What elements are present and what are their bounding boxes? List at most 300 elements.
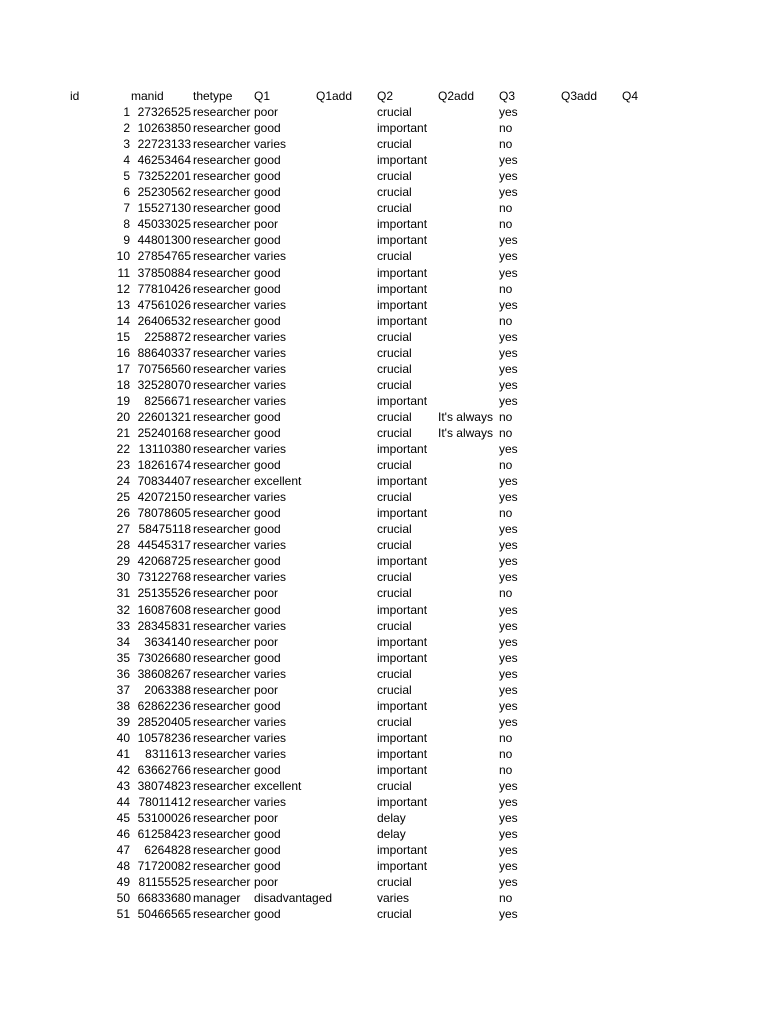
cell-q2: important: [377, 843, 428, 858]
cell-manid: 73122768: [137, 570, 191, 585]
cell-q2: crucial: [377, 586, 412, 601]
cell-manid: 6264828: [144, 843, 191, 858]
cell-thetype: researcher: [193, 666, 251, 681]
cell-q2: crucial: [377, 522, 412, 537]
cell-id: 22: [116, 442, 130, 457]
cell-thetype: researcher: [193, 233, 251, 248]
cell-thetype: researcher: [193, 795, 251, 810]
cell-id: 39: [116, 714, 130, 729]
cell-q1: good: [254, 169, 281, 184]
cell-q1: varies: [254, 746, 287, 761]
cell-q2: crucial: [377, 169, 412, 184]
cell-id: 5: [123, 169, 130, 184]
table-row: [0, 682, 770, 698]
cell-manid: 42068725: [137, 554, 191, 569]
cell-q1: poor: [254, 586, 279, 601]
cell-q2: crucial: [377, 714, 412, 729]
header-q4: Q4: [622, 89, 639, 103]
cell-q1: good: [254, 762, 281, 777]
table-row: [0, 265, 770, 281]
cell-thetype: researcher: [193, 137, 251, 152]
cell-q2: varies: [377, 891, 410, 906]
cell-q3: no: [499, 217, 513, 232]
cell-q1: excellent: [254, 474, 302, 489]
table-row: [0, 425, 770, 441]
cell-q2: crucial: [377, 490, 412, 505]
cell-thetype: researcher: [193, 714, 251, 729]
cell-manid: 70756560: [137, 361, 191, 376]
header-q3: Q3: [499, 89, 516, 103]
cell-q2: important: [377, 554, 428, 569]
cell-manid: 70834407: [137, 474, 191, 489]
cell-q1: varies: [254, 714, 287, 729]
cell-q1: good: [254, 827, 281, 842]
cell-id: 12: [116, 281, 130, 296]
cell-q2: crucial: [377, 618, 412, 633]
cell-q3: no: [499, 137, 513, 152]
cell-manid: 10263850: [137, 121, 191, 136]
cell-q3: yes: [499, 105, 518, 120]
cell-q1: varies: [254, 442, 287, 457]
table-row: [0, 345, 770, 361]
cell-manid: 3634140: [144, 634, 191, 649]
cell-manid: 28345831: [137, 618, 191, 633]
cell-q2: crucial: [377, 682, 412, 697]
table-row: [0, 441, 770, 457]
cell-manid: 2258872: [144, 329, 191, 344]
cell-manid: 8256671: [144, 393, 191, 408]
cell-manid: 27326525: [137, 105, 191, 120]
cell-thetype: manager: [193, 891, 241, 906]
cell-q2: important: [377, 795, 428, 810]
cell-thetype: researcher: [193, 153, 251, 168]
table-row: [0, 104, 770, 120]
cell-q2: important: [377, 393, 428, 408]
cell-id: 25: [116, 490, 130, 505]
cell-thetype: researcher: [193, 313, 251, 328]
table-row: [0, 457, 770, 473]
cell-manid: 16087608: [137, 602, 191, 617]
cell-q3: yes: [499, 682, 518, 697]
cell-q1: good: [254, 698, 281, 713]
cell-q2: important: [377, 506, 428, 521]
cell-thetype: researcher: [193, 682, 251, 697]
cell-thetype: researcher: [193, 474, 251, 489]
cell-manid: 32528070: [137, 377, 191, 392]
cell-q3: yes: [499, 297, 518, 312]
table-row: [0, 505, 770, 521]
cell-thetype: researcher: [193, 907, 251, 922]
cell-q1: varies: [254, 393, 287, 408]
cell-manid: 13110380: [138, 442, 191, 457]
cell-manid: 62862236: [137, 698, 191, 713]
cell-thetype: researcher: [193, 393, 251, 408]
cell-q2: important: [377, 730, 428, 745]
cell-q3: yes: [499, 554, 518, 569]
cell-q1: good: [254, 281, 281, 296]
cell-q1: varies: [254, 345, 287, 360]
table-row: [0, 602, 770, 618]
cell-q2: delay: [377, 827, 406, 842]
cell-id: 11: [117, 265, 130, 280]
cell-q1: varies: [254, 570, 287, 585]
cell-thetype: researcher: [193, 522, 251, 537]
cell-q3: yes: [499, 442, 518, 457]
cell-q1: good: [254, 409, 281, 424]
cell-q3: no: [499, 121, 513, 136]
cell-q1: good: [254, 313, 281, 328]
cell-q1: poor: [254, 634, 279, 649]
cell-id: 51: [116, 907, 130, 922]
cell-q3: no: [499, 409, 513, 424]
header-manid: manid: [131, 89, 164, 103]
cell-id: 24: [116, 474, 130, 489]
table-row: [0, 136, 770, 152]
cell-id: 15: [116, 329, 130, 344]
cell-thetype: researcher: [193, 281, 251, 296]
cell-q2: crucial: [377, 377, 412, 392]
cell-q1: good: [254, 265, 281, 280]
cell-id: 41: [116, 746, 130, 761]
cell-manid: 18261674: [137, 458, 191, 473]
cell-thetype: researcher: [193, 185, 251, 200]
table-row: [0, 810, 770, 826]
cell-thetype: researcher: [193, 859, 251, 874]
cell-q2: important: [377, 313, 428, 328]
cell-thetype: researcher: [193, 377, 251, 392]
cell-id: 43: [116, 779, 130, 794]
cell-q2: important: [377, 698, 428, 713]
cell-thetype: researcher: [193, 121, 251, 136]
table-row: [0, 409, 770, 425]
table-row: [0, 168, 770, 184]
cell-manid: 22723133: [137, 137, 191, 152]
table-row: [0, 281, 770, 297]
cell-q1: good: [254, 650, 281, 665]
cell-thetype: researcher: [193, 201, 251, 216]
cell-thetype: researcher: [193, 618, 251, 633]
cell-q3: yes: [499, 233, 518, 248]
cell-q1: good: [254, 859, 281, 874]
cell-id: 30: [116, 570, 130, 585]
cell-thetype: researcher: [193, 105, 251, 120]
table-row: [0, 698, 770, 714]
header-q2add: Q2add: [438, 89, 475, 103]
table-row: [0, 890, 770, 906]
cell-q1: poor: [254, 875, 279, 890]
cell-q2: important: [377, 650, 428, 665]
cell-thetype: researcher: [193, 746, 251, 761]
cell-q2: important: [377, 859, 428, 874]
cell-id: 1: [123, 105, 130, 120]
cell-q2: important: [377, 153, 428, 168]
cell-q1: good: [254, 522, 281, 537]
cell-q2: important: [377, 746, 428, 761]
table-row: [0, 248, 770, 264]
cell-thetype: researcher: [193, 345, 251, 360]
cell-q2: delay: [377, 811, 406, 826]
cell-q3: yes: [499, 393, 518, 408]
cell-manid: 46253464: [137, 153, 191, 168]
cell-manid: 38074823: [137, 779, 191, 794]
cell-id: 6: [123, 185, 130, 200]
cell-id: 18: [116, 377, 130, 392]
table-row: [0, 120, 770, 136]
table-row: [0, 521, 770, 537]
cell-q3: yes: [499, 843, 518, 858]
cell-q3: no: [499, 458, 513, 473]
cell-q2: crucial: [377, 345, 412, 360]
cell-q3: no: [499, 281, 513, 296]
table-row: [0, 152, 770, 168]
cell-id: 50: [116, 891, 130, 906]
cell-q1: varies: [254, 666, 287, 681]
cell-manid: 63662766: [137, 762, 191, 777]
cell-manid: 88640337: [137, 345, 191, 360]
cell-id: 48: [116, 859, 130, 874]
cell-manid: 28520405: [137, 714, 191, 729]
cell-manid: 58475118: [138, 522, 191, 537]
table-row: [0, 762, 770, 778]
cell-q1: varies: [254, 490, 287, 505]
cell-thetype: researcher: [193, 329, 251, 344]
table-row: [0, 184, 770, 200]
cell-thetype: researcher: [193, 297, 251, 312]
cell-q3: yes: [499, 345, 518, 360]
cell-thetype: researcher: [193, 506, 251, 521]
cell-q3: yes: [499, 522, 518, 537]
cell-q2: crucial: [377, 329, 412, 344]
cell-thetype: researcher: [193, 698, 251, 713]
spreadsheet: [0, 88, 770, 922]
cell-q3: yes: [499, 377, 518, 392]
cell-q3: yes: [499, 249, 518, 264]
cell-thetype: researcher: [193, 762, 251, 777]
cell-thetype: researcher: [193, 650, 251, 665]
cell-q3: yes: [499, 650, 518, 665]
cell-q3: yes: [499, 827, 518, 842]
cell-thetype: researcher: [193, 425, 251, 440]
header-q3add: Q3add: [561, 89, 598, 103]
cell-manid: 45033025: [137, 217, 191, 232]
cell-q1: varies: [254, 249, 287, 264]
cell-thetype: researcher: [193, 538, 251, 553]
cell-q2: important: [377, 233, 428, 248]
cell-q1: varies: [254, 377, 287, 392]
cell-id: 23: [116, 458, 130, 473]
cell-id: 16: [116, 345, 130, 360]
cell-id: 32: [116, 602, 130, 617]
cell-id: 33: [116, 618, 130, 633]
cell-q1: varies: [254, 297, 287, 312]
cell-thetype: researcher: [193, 249, 251, 264]
table-row: [0, 650, 770, 666]
cell-q1: good: [254, 907, 281, 922]
cell-manid: 44545317: [137, 538, 191, 553]
cell-id: 44: [116, 795, 130, 810]
cell-manid: 73252201: [137, 169, 191, 184]
cell-q3: yes: [499, 811, 518, 826]
cell-id: 35: [116, 650, 130, 665]
cell-thetype: researcher: [193, 634, 251, 649]
cell-q3: yes: [499, 361, 518, 376]
cell-q2add: It's always: [438, 425, 493, 440]
cell-manid: 50466565: [137, 907, 191, 922]
cell-thetype: researcher: [193, 169, 251, 184]
cell-id: 29: [116, 554, 130, 569]
cell-thetype: researcher: [193, 458, 251, 473]
cell-q1: good: [254, 121, 281, 136]
cell-manid: 2063388: [144, 682, 191, 697]
cell-q2: crucial: [377, 570, 412, 585]
cell-id: 28: [116, 538, 130, 553]
table-row: [0, 553, 770, 569]
cell-id: 3: [123, 137, 130, 152]
header-row: [0, 88, 770, 104]
cell-thetype: researcher: [193, 779, 251, 794]
cell-q2add: It's always: [438, 409, 493, 424]
cell-q3: no: [499, 313, 513, 328]
cell-q1: good: [254, 602, 281, 617]
table-row: [0, 746, 770, 762]
cell-q2: important: [377, 634, 428, 649]
cell-manid: 8311613: [145, 746, 191, 761]
table-row: [0, 377, 770, 393]
cell-q2: important: [377, 281, 428, 296]
header-thetype: thetype: [193, 89, 233, 103]
cell-q2: crucial: [377, 666, 412, 681]
cell-q2: crucial: [377, 779, 412, 794]
table-row: [0, 730, 770, 746]
table-row: [0, 329, 770, 345]
cell-q2: crucial: [377, 409, 412, 424]
cell-q1: good: [254, 153, 281, 168]
cell-id: 14: [116, 313, 130, 328]
cell-id: 45: [116, 811, 130, 826]
cell-thetype: researcher: [193, 875, 251, 890]
table-row: [0, 200, 770, 216]
table-row: [0, 232, 770, 248]
cell-q1: varies: [254, 618, 287, 633]
cell-manid: 10578236: [137, 730, 191, 745]
cell-q2: important: [377, 121, 428, 136]
cell-q3: yes: [499, 875, 518, 890]
table-row: [0, 714, 770, 730]
cell-id: 31: [116, 586, 130, 601]
cell-q1: varies: [254, 538, 287, 553]
cell-id: 13: [116, 297, 130, 312]
table-row: [0, 393, 770, 409]
cell-thetype: researcher: [193, 843, 251, 858]
table-row: [0, 874, 770, 890]
cell-q3: yes: [499, 714, 518, 729]
cell-q2: crucial: [377, 538, 412, 553]
cell-q1: good: [254, 185, 281, 200]
cell-q3: no: [499, 201, 513, 216]
cell-id: 17: [116, 361, 130, 376]
cell-q2: important: [377, 474, 428, 489]
cell-thetype: researcher: [193, 811, 251, 826]
table-row: [0, 297, 770, 313]
cell-id: 7: [123, 201, 130, 216]
table-row: [0, 618, 770, 634]
table-row: [0, 858, 770, 874]
cell-thetype: researcher: [193, 554, 251, 569]
cell-q1: excellent: [254, 779, 302, 794]
cell-q1: varies: [254, 795, 287, 810]
cell-manid: 44801300: [137, 233, 191, 248]
cell-manid: 78011412: [138, 795, 191, 810]
cell-id: 27: [116, 522, 130, 537]
cell-manid: 47561026: [137, 297, 191, 312]
cell-manid: 53100026: [137, 811, 191, 826]
cell-q1: poor: [254, 682, 279, 697]
cell-manid: 15527130: [137, 201, 191, 216]
cell-q2: important: [377, 602, 428, 617]
cell-id: 36: [116, 666, 130, 681]
cell-q3: yes: [499, 329, 518, 344]
cell-q1: poor: [254, 217, 279, 232]
cell-manid: 77810426: [137, 281, 191, 296]
cell-manid: 66833680: [137, 891, 191, 906]
table-row: [0, 313, 770, 329]
cell-q2: crucial: [377, 361, 412, 376]
cell-q3: yes: [499, 795, 518, 810]
cell-id: 47: [116, 843, 130, 858]
cell-q1: good: [254, 843, 281, 858]
cell-manid: 22601321: [137, 409, 191, 424]
cell-q2: important: [377, 217, 428, 232]
cell-q3: yes: [499, 859, 518, 874]
cell-q1: good: [254, 201, 281, 216]
cell-q2: crucial: [377, 875, 412, 890]
table-row: [0, 473, 770, 489]
cell-q2: important: [377, 265, 428, 280]
cell-q3: yes: [499, 153, 518, 168]
cell-id: 42: [116, 762, 130, 777]
cell-id: 38: [116, 698, 130, 713]
cell-q3: no: [499, 891, 513, 906]
cell-id: 34: [116, 634, 130, 649]
cell-id: 21: [116, 425, 130, 440]
cell-q3: no: [499, 746, 513, 761]
cell-q3: yes: [499, 634, 518, 649]
cell-q1: poor: [254, 105, 279, 120]
cell-thetype: researcher: [193, 409, 251, 424]
cell-q2: crucial: [377, 907, 412, 922]
cell-thetype: researcher: [193, 361, 251, 376]
cell-id: 2: [123, 121, 130, 136]
cell-manid: 27854765: [137, 249, 191, 264]
cell-id: 46: [116, 827, 130, 842]
cell-q3: yes: [499, 618, 518, 633]
cell-q3: yes: [499, 570, 518, 585]
cell-manid: 38608267: [137, 666, 191, 681]
cell-q3: yes: [499, 185, 518, 200]
cell-id: 10: [116, 249, 130, 264]
cell-q3: no: [499, 762, 513, 777]
cell-q3: no: [499, 425, 513, 440]
cell-q3: yes: [499, 169, 518, 184]
cell-q2: important: [377, 762, 428, 777]
cell-q1: good: [254, 233, 281, 248]
cell-id: 26: [116, 506, 130, 521]
cell-id: 4: [123, 153, 130, 168]
cell-q3: yes: [499, 490, 518, 505]
cell-q1: varies: [254, 361, 287, 376]
cell-q1: varies: [254, 730, 287, 745]
cell-q1: good: [254, 458, 281, 473]
